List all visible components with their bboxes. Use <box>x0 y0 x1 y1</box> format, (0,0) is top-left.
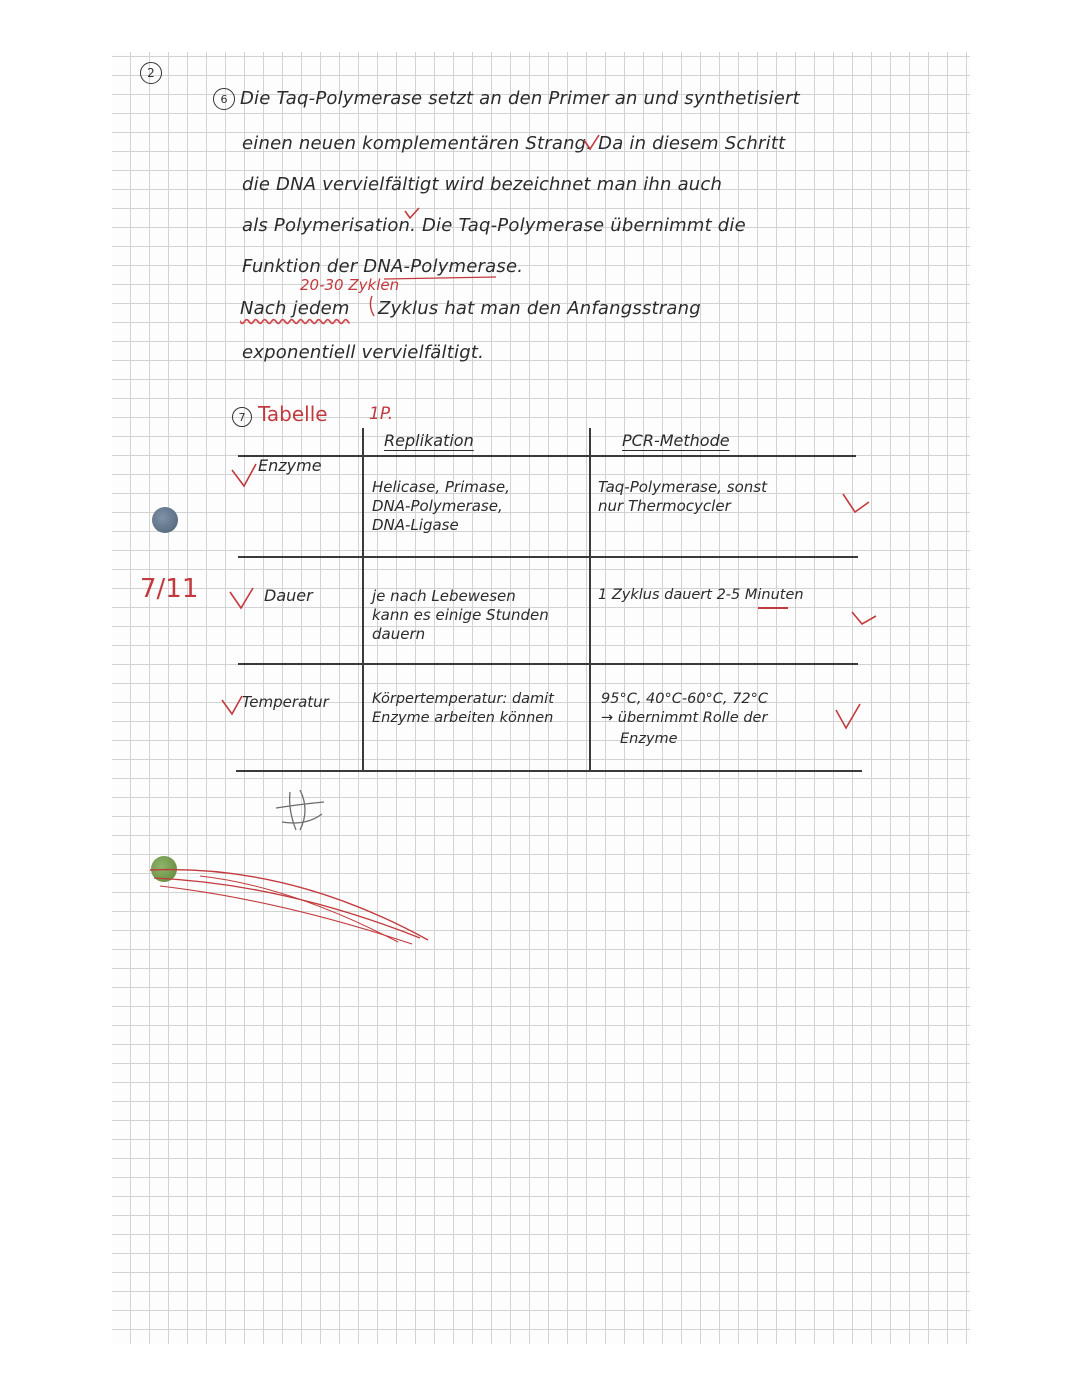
cell-temperatur-replikation-2: Enzyme arbeiten können <box>372 710 554 726</box>
section-6-line-1: Die Taq-Polymerase setzt an den Primer an und synthetisiert <box>240 88 800 109</box>
row-label-dauer: Dauer <box>264 586 313 605</box>
red-tick-dauer <box>230 588 253 608</box>
red-tick-right-temp <box>836 704 860 728</box>
red-insert-mark <box>370 296 374 316</box>
cell-dauer-replikation-3: dauern <box>372 625 426 643</box>
section-7-points: 1P. <box>369 404 394 424</box>
section-6-line-3: die DNA vervielfältigt wird bezeichnet man ihn auch <box>242 174 723 195</box>
cell-temperatur-pcr-1: 95°C, 40°C-60°C, 72°C <box>601 691 768 707</box>
page-number-text: 2 <box>147 66 155 80</box>
cell-enzyme-replikation-3: DNA-Ligase <box>372 516 459 534</box>
cell-dauer-pcr-1: 1 Zyklus dauert 2-5 Minuten <box>598 587 804 603</box>
table-header-replikation: Replikation <box>384 431 474 450</box>
section-6-line-7: exponentiell vervielfältigt. <box>242 342 484 363</box>
section-6-line-6a: Nach jedem <box>240 298 350 319</box>
red-tick-temperatur <box>222 696 242 714</box>
red-tick-right-dauer <box>852 612 876 624</box>
red-underline-polymerase <box>384 277 496 279</box>
section-7-number-text: 7 <box>238 410 246 424</box>
section-6-line-6b: Zyklus hat man den Anfangsstrang <box>378 298 701 319</box>
row-label-enzyme: Enzyme <box>258 456 322 475</box>
cell-temperatur-pcr-3: Enzyme <box>620 731 678 747</box>
cell-enzyme-pcr-2: nur Thermocycler <box>598 497 731 515</box>
row-label-temperatur: Temperatur <box>242 693 329 711</box>
margin-grade: 7/11 <box>140 574 199 604</box>
red-tick-strang <box>584 135 599 149</box>
section-6-line-5: Funktion der DNA-Polymerase. <box>242 256 524 277</box>
section-6-line-2: einen neuen komplementären Strang. Da in diesem Schritt <box>242 133 786 154</box>
section-6-line-4: als Polymerisation. Die Taq-Polymerase übernimmt die <box>242 215 746 236</box>
cell-enzyme-replikation-1: Helicase, Primase, <box>372 478 510 496</box>
red-tick-enzyme <box>232 464 256 486</box>
section-7-title: Tabelle <box>258 402 328 426</box>
crossed-out-scribble <box>276 790 324 830</box>
table-header-pcr: PCR-Methode <box>622 431 730 450</box>
red-tick-polymerisation <box>405 208 419 218</box>
cell-dauer-replikation-2: kann es einige Stunden <box>372 606 549 624</box>
cell-dauer-replikation-1: je nach Lebewesen <box>372 587 516 605</box>
cell-enzyme-pcr-1: Taq-Polymerase, sonst <box>598 478 767 496</box>
cell-temperatur-replikation-1: Körpertemperatur: damit <box>372 691 554 707</box>
red-tick-right-enzyme <box>843 494 869 512</box>
cell-temperatur-pcr-2: → übernimmt Rolle der <box>601 710 768 726</box>
section-6-number-text: 6 <box>220 92 228 106</box>
cell-enzyme-replikation-2: DNA-Polymerase, <box>372 497 503 515</box>
correction-cycles: 20-30 Zyklen <box>300 276 400 294</box>
